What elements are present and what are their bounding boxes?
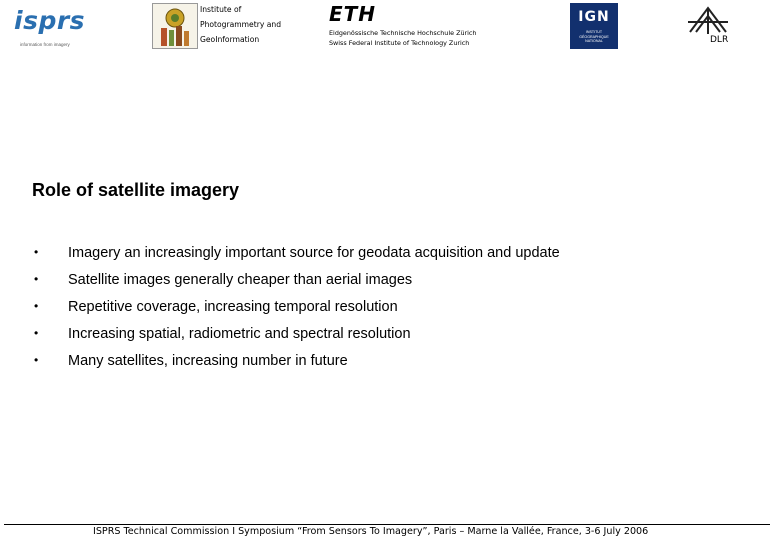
bullet-text: Imagery an increasingly important source for geodata acquisition and update (68, 245, 560, 261)
bullet-icon: • (34, 272, 39, 286)
bullet-icon: • (34, 326, 39, 340)
footer-text: ISPRS Technical Commission I Symposium “From Sensors To Imagery”, Paris – Marne la Vallée, France, 3-6 July 2006 (93, 526, 649, 537)
institute-name (200, 2, 281, 47)
slide-title: Role of satellite imagery (32, 180, 240, 200)
institute-line-2: Photogrammetry and (200, 20, 282, 29)
eth-logo: ETH (329, 2, 377, 26)
eth-name-german: Eidgenössische Technische Hochschule Zürich (329, 29, 477, 37)
ign-logo-word: IGN (578, 9, 610, 25)
institute-line-1: Institute of (200, 5, 242, 14)
bullet-text: Increasing spatial, radiometric and spectral resolution (68, 326, 411, 342)
eth-name-english: Swiss Federal Institute of Technology Zurich (329, 39, 470, 47)
isprs-logo-word: isprs (14, 6, 86, 35)
bullet-icon: • (34, 299, 39, 313)
isprs-logo-tagline: information from imagery (20, 42, 70, 47)
bullet-text: Many satellites, increasing number in future (68, 353, 348, 369)
bullet-icon: • (34, 245, 39, 259)
footer-divider (4, 524, 770, 525)
isprs-logo (14, 6, 86, 50)
bullet-text: Satellite images generally cheaper than aerial images (68, 272, 413, 288)
ign-logo-subtitle: INSTITUT GÉOGRAPHIQUE NATIONAL (579, 30, 609, 43)
ign-logo (570, 3, 618, 49)
dlr-emblem-icon (686, 4, 730, 36)
bullet-text: Repetitive coverage, increasing temporal resolution (68, 299, 398, 315)
institute-logo-icon (152, 3, 198, 49)
institute-line-3: GeoInformation (200, 35, 260, 44)
dlr-logo (684, 4, 734, 48)
dlr-logo-word: DLR (710, 35, 729, 45)
bullet-icon: • (34, 353, 39, 367)
